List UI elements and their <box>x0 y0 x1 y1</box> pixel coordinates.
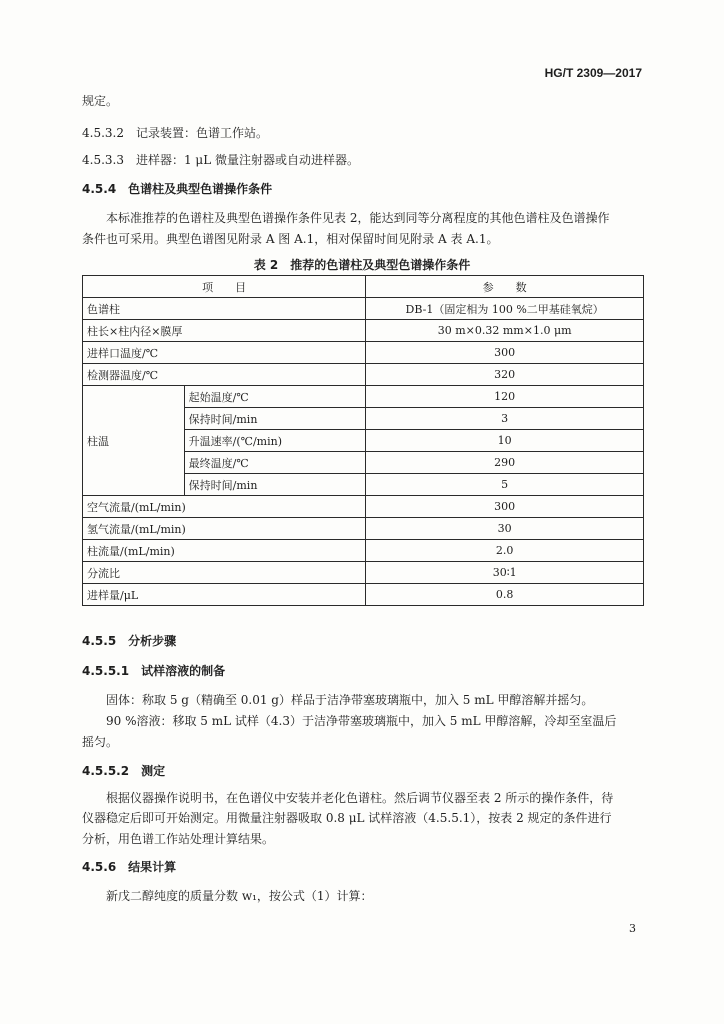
table-row <box>83 584 644 606</box>
row-value: 30∶1 <box>366 562 644 584</box>
header-parameter: 参 数 <box>366 276 644 298</box>
paragraph-4-5-4-line-1: 本标准推荐的色谱柱及典型色谱操作条件见表 2，能达到同等分离程度的其他色谱柱及色谱操作 <box>106 211 610 225</box>
row-item: 进样口温度/℃ <box>83 342 366 364</box>
row-value: 3 <box>366 408 644 430</box>
table-row <box>83 320 644 342</box>
row-subitem: 起始温度/℃ <box>184 386 366 408</box>
table-row <box>83 562 644 584</box>
row-value: 2.0 <box>366 540 644 562</box>
section-title-4-5-4: 4.5.4 色谱柱及典型色谱操作条件 <box>82 182 273 196</box>
row-value: 5 <box>366 474 644 496</box>
paragraph-4-5-5-2-line-3: 分析，用色谱工作站处理计算结果。 <box>82 832 275 846</box>
row-item: 色谱柱 <box>83 298 366 320</box>
row-subitem: 升温速率/(℃/min) <box>184 430 366 452</box>
row-item: 柱流量/(mL/min) <box>83 540 366 562</box>
row-subitem: 最终温度/℃ <box>184 452 366 474</box>
row-subitem: 保持时间/min <box>184 474 366 496</box>
row-value: 320 <box>366 364 644 386</box>
paragraph-4-5-4-line-2: 条件也可采用。典型色谱图见附录 A 图 A.1，相对保留时间见附录 A 表 A.1。 <box>82 232 499 246</box>
section-title-4-5-6: 4.5.6 结果计算 <box>82 860 177 874</box>
row-item: 检测器温度/℃ <box>83 364 366 386</box>
table-header-row <box>83 276 644 298</box>
row-value: 120 <box>366 386 644 408</box>
row-item: 柱长×柱内径×膜厚 <box>83 320 366 342</box>
section-title-4-5-5-2: 4.5.5.2 测定 <box>82 764 166 778</box>
row-item: 氢气流量/(mL/min) <box>83 518 366 540</box>
table-row <box>83 540 644 562</box>
row-value: 290 <box>366 452 644 474</box>
paragraph-4-5-6: 新戊二醇纯度的质量分数 w₁，按公式（1）计算： <box>106 889 373 903</box>
row-value: 30 m×0.32 mm×1.0 μm <box>366 320 644 342</box>
table-row <box>83 298 644 320</box>
row-value: 10 <box>366 430 644 452</box>
row-value: 300 <box>366 342 644 364</box>
table-row <box>83 518 644 540</box>
table-row <box>83 364 644 386</box>
section-title-4-5-5: 4.5.5 分析步骤 <box>82 634 177 648</box>
row-value: 0.8 <box>366 584 644 606</box>
row-subitem: 保持时间/min <box>184 408 366 430</box>
header-item: 项 目 <box>83 276 366 298</box>
standard-code: HG/T 2309—2017 <box>544 66 642 80</box>
operating-conditions-table <box>82 275 644 606</box>
table-row <box>83 342 644 364</box>
paragraph-4-5-5-2-line-2: 仪器稳定后即可开始测定。用微量注射器吸取 0.8 μL 试样溶液（4.5.5.1），按表 2 规定的条件进行 <box>82 811 612 825</box>
page-number: 3 <box>629 922 636 935</box>
row-item: 分流比 <box>83 562 366 584</box>
table-row <box>83 386 644 408</box>
row-item: 空气流量/(mL/min) <box>83 496 366 518</box>
row-item: 进样量/μL <box>83 584 366 606</box>
row-value: DB-1（固定相为 100 %二甲基硅氧烷） <box>366 298 644 320</box>
row-value: 30 <box>366 518 644 540</box>
column-temperature-label: 柱温 <box>83 386 185 496</box>
paragraph-4-5-5-1-line-2: 90 %溶液：移取 5 mL 试样（4.3）于洁净带塞玻璃瓶中，加入 5 mL 甲醇溶解，冷却至室温后 <box>106 714 617 728</box>
paragraph-4-5-5-1-line-1: 固体：称取 5 g（精确至 0.01 g）样品于洁净带塞玻璃瓶中，加入 5 mL 甲醇溶解并摇匀。 <box>106 693 594 707</box>
paragraph-continuation: 规定。 <box>82 94 119 108</box>
paragraph-4-5-5-1-line-3: 摇匀。 <box>82 735 119 749</box>
clause-4-5-3-3: 4.5.3.3 进样器：1 μL 微量注射器或自动进样器。 <box>82 153 360 167</box>
row-value: 300 <box>366 496 644 518</box>
table-caption: 表 2 推荐的色谱柱及典型色谱操作条件 <box>253 258 471 272</box>
clause-4-5-3-2: 4.5.3.2 记录装置：色谱工作站。 <box>82 126 268 140</box>
table-row <box>83 496 644 518</box>
section-title-4-5-5-1: 4.5.5.1 试样溶液的制备 <box>82 664 226 678</box>
paragraph-4-5-5-2-line-1: 根据仪器操作说明书，在色谱仪中安装并老化色谱柱。然后调节仪器至表 2 所示的操作条件，待 <box>106 791 614 805</box>
